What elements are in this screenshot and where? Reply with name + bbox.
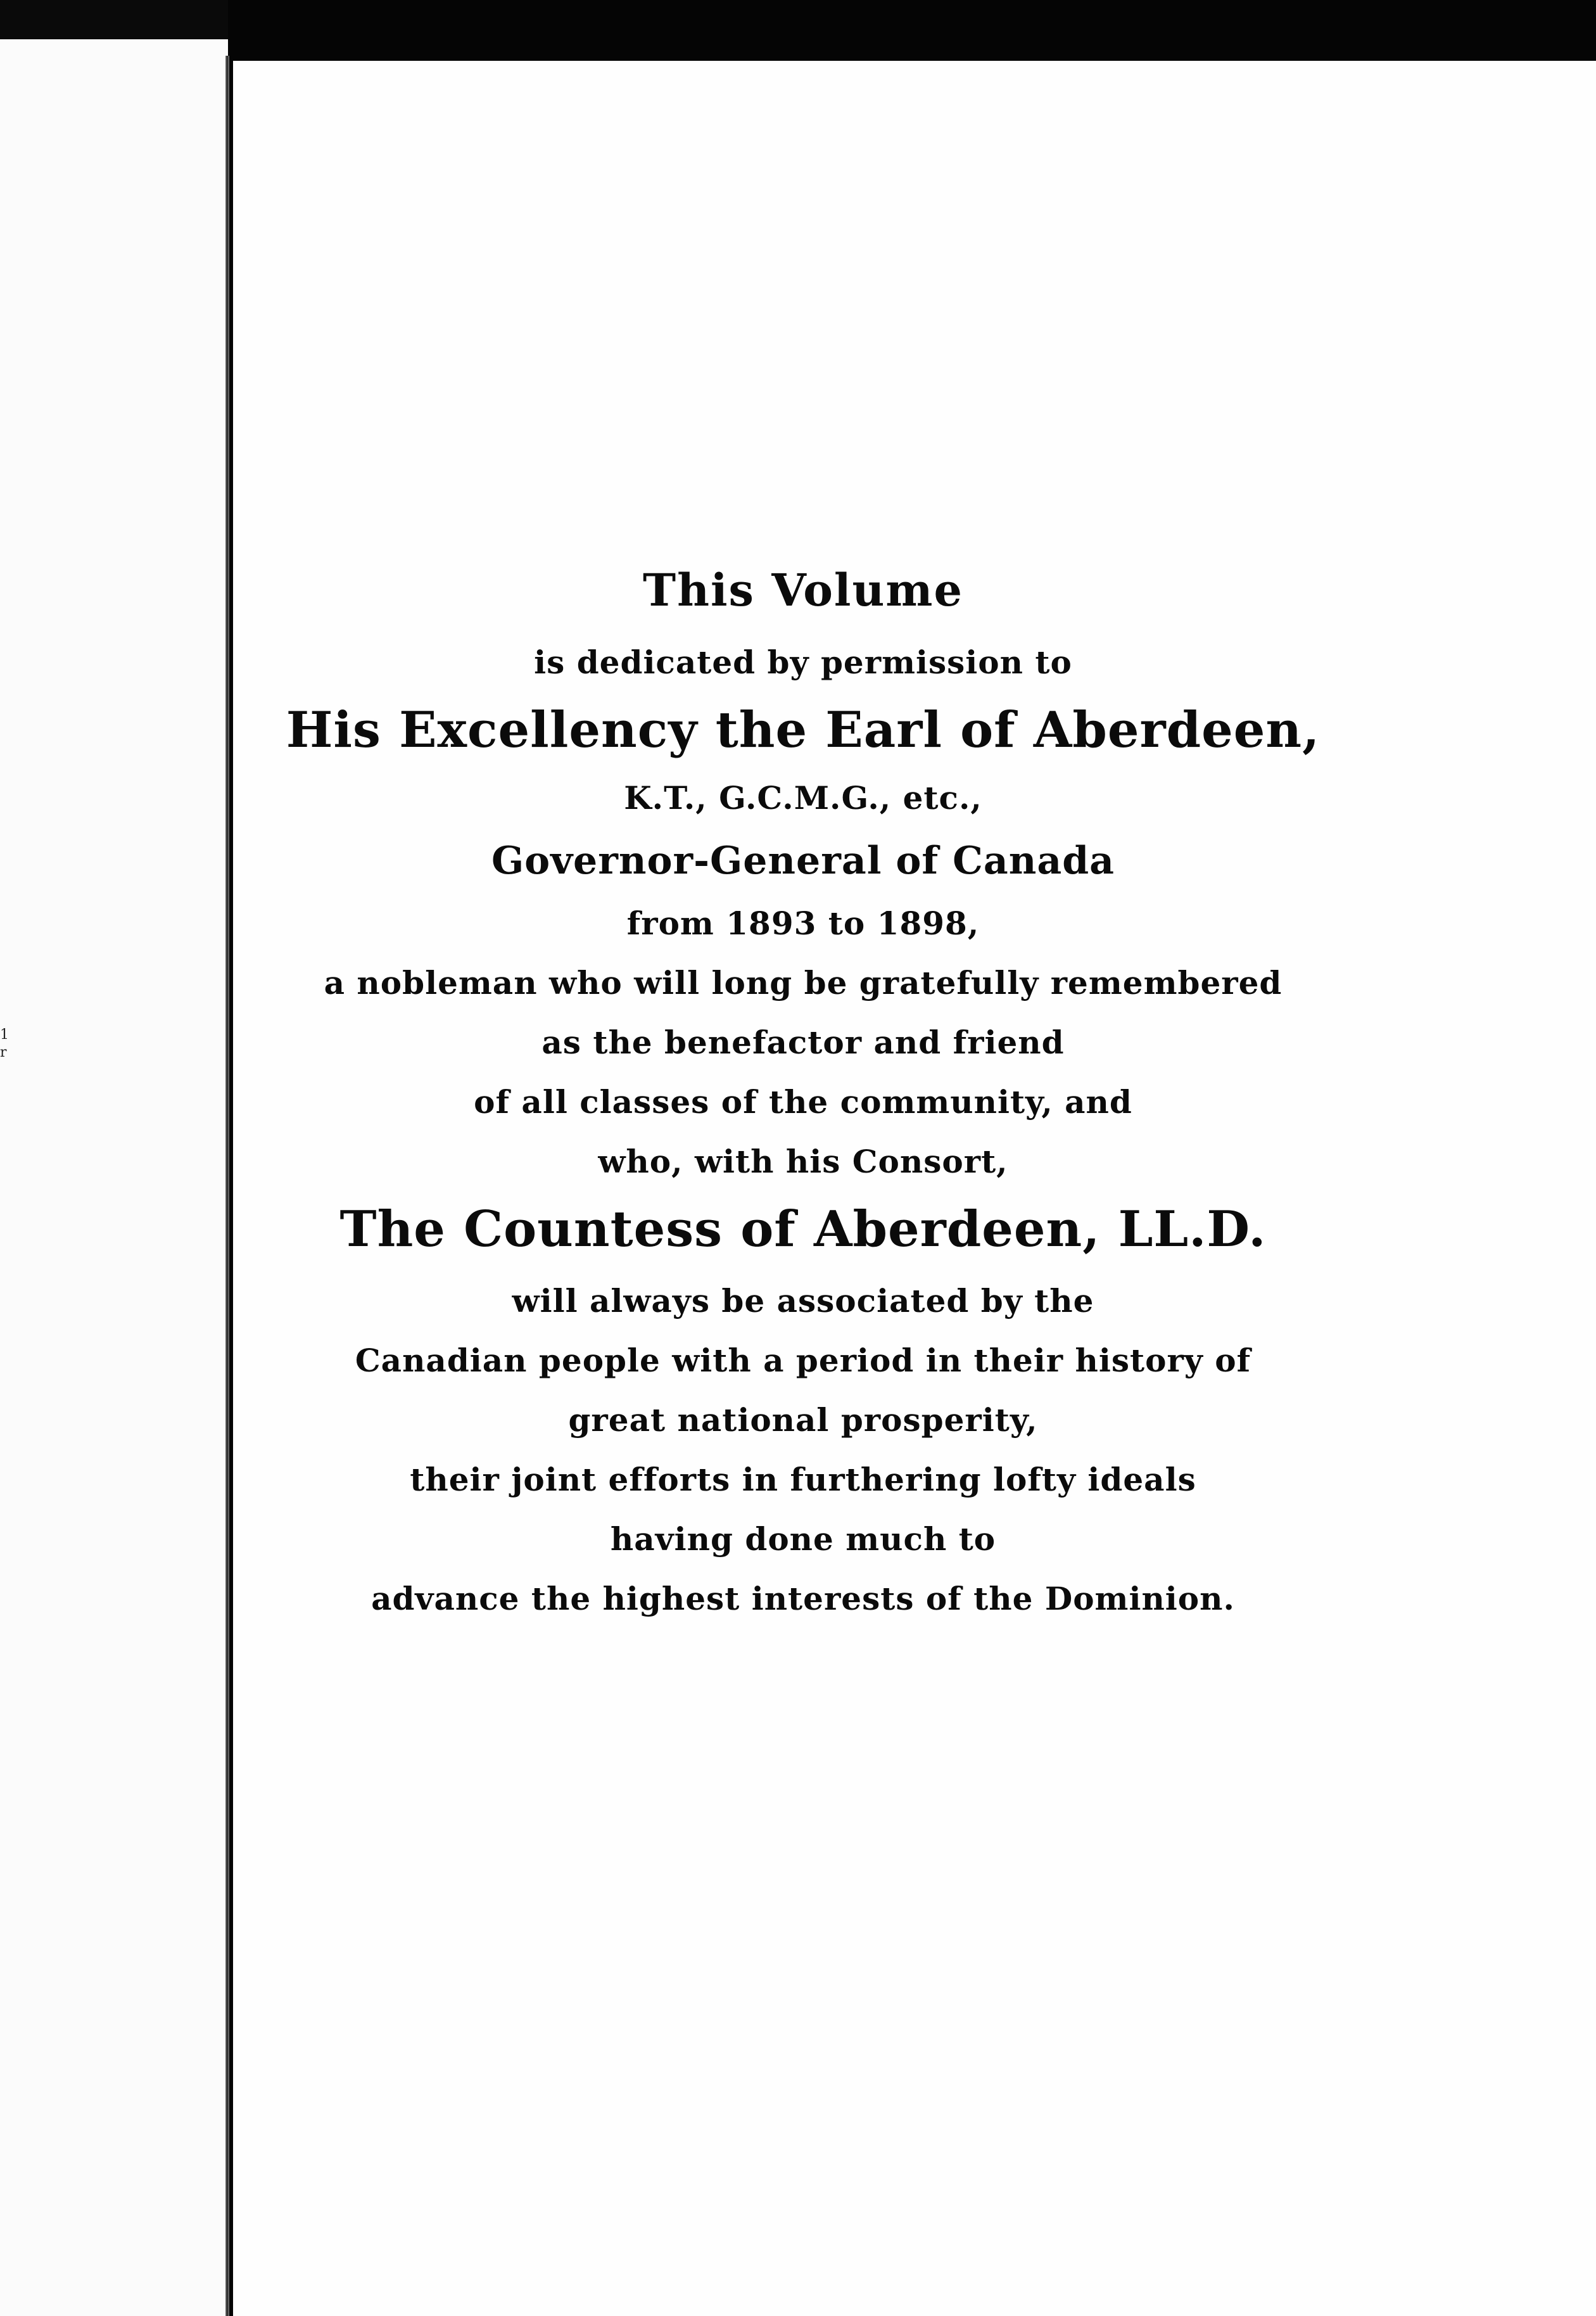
dedication-text (233, 564, 1373, 1629)
page-gutter (225, 56, 229, 2316)
honoree-name: His Excellency the Earl of Aberdeen, (286, 701, 1320, 759)
honours-line: K.T., G.C.M.G., etc., (624, 779, 982, 817)
office-line: Governor-General of Canada (491, 839, 1115, 883)
consort-name: The Countess of Aberdeen, LL.D. (339, 1200, 1267, 1258)
dedication-line: of all classes of the community, and (474, 1083, 1132, 1121)
dedication-line: as the benefactor and friend (542, 1024, 1065, 1061)
dedication-line: having done much to (610, 1520, 996, 1558)
top-dark-edge (0, 0, 228, 41)
dedication-line: their joint efforts in furthering lofty ideals (410, 1461, 1196, 1498)
dedication-line: a nobleman who will long be gratefully remembered (324, 964, 1282, 1002)
dedication-title: This Volume (642, 564, 964, 616)
edge-mark: 1 (0, 1027, 9, 1043)
dedication-line: advance the highest interests of the Dominion. (371, 1580, 1235, 1617)
dedication-line: is dedicated by permission to (534, 644, 1072, 681)
dedication-line: great national prosperity, (568, 1401, 1038, 1439)
left-page-edge-marks (0, 1026, 13, 1064)
dedication-line: who, with his Consort, (598, 1143, 1008, 1180)
dedication-line: will always be associated by the (512, 1282, 1094, 1320)
left-page (0, 39, 228, 2316)
term-line: from 1893 to 1898, (626, 905, 980, 942)
dedication-line: Canadian people with a period in their history of (355, 1342, 1251, 1379)
edge-mark: r (0, 1045, 7, 1060)
